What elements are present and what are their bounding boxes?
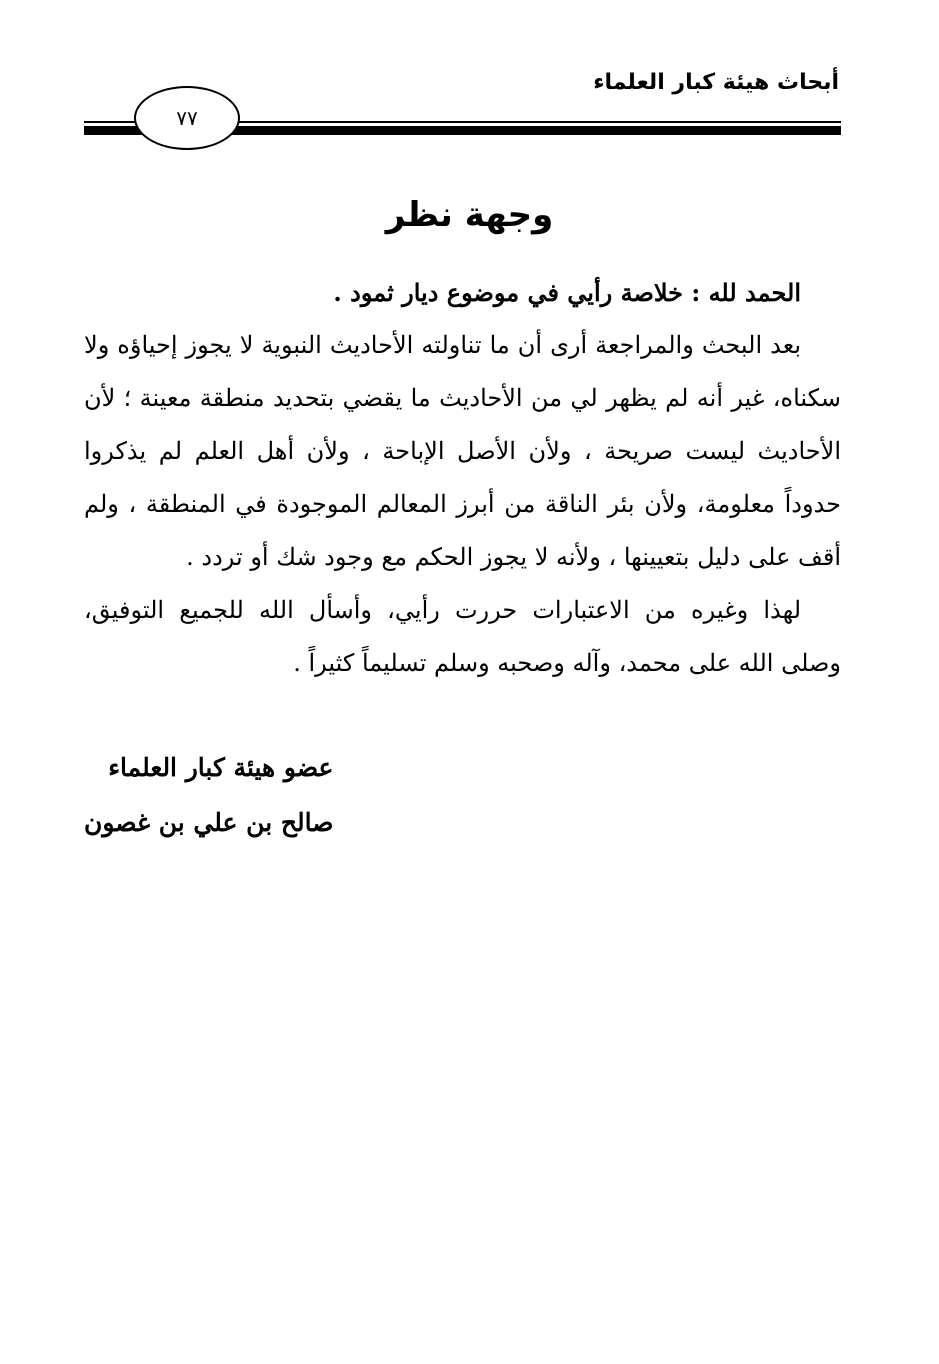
- article-body: [84, 266, 841, 690]
- signature-block: [84, 740, 333, 850]
- page-number-oval: [134, 86, 240, 150]
- running-header-title: أبحاث هيئة كبار العلماء: [593, 70, 839, 95]
- intro-paragraph: الحمد لله : خلاصة رأيي في موضوع ديار ثمود .: [333, 278, 801, 307]
- body-paragraph-2: لهذا وغيره من الاعتبارات حررت رأيي، وأسأل الله للجميع التوفيق، وصلى الله على محمد، وآله وصحبه وسلم تسليماً كثيراً .: [84, 596, 841, 677]
- signature-role: عضو هيئة كبار العلماء: [108, 753, 334, 782]
- body-paragraph-1: بعد البحث والمراجعة أرى أن ما تناولته الأحاديث النبوية لا يجوز إحياؤه ولا سكناه، غير أنه لم يظهر لي من الأحاديث ما يقضي بتحديد منطقة معينة ؛ لأن الأحاديث ليست صريحة ، ولأن الأصل الإباحة ، ولأن أهل العلم لم يذكروا حدوداً معلومة، ولأن بئر الناقة من أبرز المعالم الموجودة في المنطقة ، ولم أقف على دليل بتعيينها ، ولأنه لا يجوز الحكم مع وجود شك أو تردد .: [84, 331, 841, 571]
- section-title: وجهة نظر: [385, 195, 554, 235]
- signature-name: صالح بن علي بن غصون: [84, 808, 334, 837]
- page-number: ٧٧: [176, 106, 198, 130]
